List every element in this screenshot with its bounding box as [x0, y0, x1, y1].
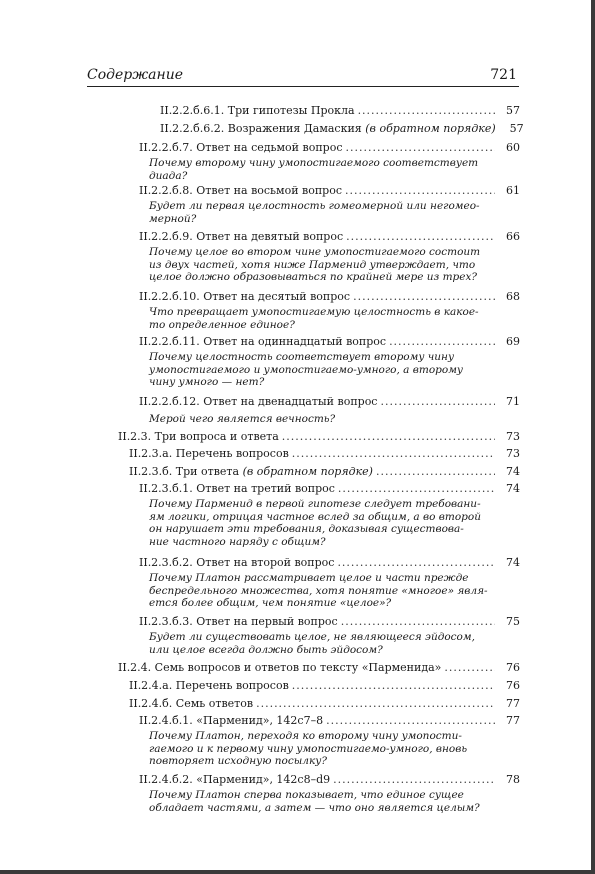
- dot-leader: [333, 772, 495, 787]
- toc-entry-label: II.2.2.б.9. Ответ на девятый вопрос: [139, 230, 344, 243]
- toc-entry-page: 57: [509, 122, 524, 135]
- toc-entry-page: 73: [506, 447, 520, 460]
- toc-entry-label: II.2.3. Три вопроса и ответа: [118, 430, 279, 443]
- toc-entry-page: 76: [506, 679, 520, 692]
- toc-entry-question: Будет ли первая целостность гомеомерной или негомео- мерной?: [149, 200, 480, 225]
- toc-entry-page: 68: [506, 290, 520, 303]
- dot-leader: [389, 334, 495, 349]
- toc-entry-page: 76: [506, 661, 520, 674]
- toc-entry-label: II.2.2.б.12. Ответ на двенадцатый вопрос: [139, 395, 378, 408]
- toc-entry: [0, 121, 524, 136]
- toc-entry-page: 78: [506, 773, 520, 786]
- toc-entry: [0, 334, 520, 389]
- toc-entry-page: 66: [506, 230, 520, 243]
- header-page-number: 721: [490, 67, 517, 83]
- toc-entry: [0, 183, 520, 225]
- dot-leader: [345, 183, 495, 198]
- dot-leader: [380, 394, 495, 409]
- toc-entry: [0, 289, 520, 331]
- toc-entry-question: Почему второму чину умопостигаемого соответствует диада?: [149, 157, 479, 182]
- dot-leader: [345, 140, 495, 155]
- toc-entry-page: 69: [506, 335, 520, 348]
- toc-entry-label: II.2.4. Семь вопросов и ответов по тексту «Парменида»: [118, 661, 442, 674]
- toc-entry: [0, 555, 520, 610]
- toc-entry-label: II.2.3.б.1. Ответ на третий вопрос: [139, 482, 335, 495]
- toc-entry-page: 75: [506, 615, 520, 628]
- dot-leader: [282, 429, 495, 444]
- toc-entry: [0, 660, 520, 675]
- toc-entry-question: Почему Платон, переходя ко второму чину умопости- гаемого и к первому чину умопостигаемо-умного, вновь повторяет исходную посылку?: [149, 730, 468, 767]
- toc-entry-page: 73: [506, 430, 520, 443]
- toc-entry: [0, 229, 520, 284]
- dot-leader: [346, 229, 495, 244]
- dot-leader: [292, 446, 495, 461]
- toc-entry-label: II.2.3.б. Три ответа: [129, 465, 240, 478]
- toc-entry-question: Почему целое во втором чине умопостигаемого состоит из двух частей, хотя ниже Парменид утверждает, что целое должно образовываться по крайней мере из трех?: [149, 246, 481, 283]
- toc-entry-page: 60: [506, 141, 520, 154]
- toc-entry-question: Что превращает умопостигаемую целостность в какое- то определенное единое?: [149, 306, 479, 331]
- toc-entry: [0, 464, 520, 479]
- toc-entry-page: 74: [506, 482, 520, 495]
- dot-leader: [338, 481, 495, 496]
- toc-entry-question: Почему Платон сперва показывает, что единое сущее обладает частями, а затем — что оно является целым?: [149, 789, 480, 814]
- toc-entry-label: II.2.4.б. Семь ответов: [129, 697, 254, 710]
- dot-leader: [292, 678, 495, 693]
- toc-entry-question: Почему Парменид в первой гипотезе следует требовани- ям логики, отрицая частное вслед за общим, а во второй он нарушает эти требования, доказывая существова- ние частного наряду с общим?: [149, 498, 481, 548]
- toc-entry-page: 71: [506, 395, 520, 408]
- toc-entry: [0, 481, 520, 548]
- toc-entry-label: II.2.2.б.6.1. Три гипотезы Прокла: [160, 104, 355, 117]
- toc-entry: [0, 446, 520, 461]
- toc-entry-label: II.2.3.б.2. Ответ на второй вопрос: [139, 556, 335, 569]
- dot-leader: [326, 713, 495, 728]
- dot-leader: [444, 660, 495, 675]
- toc-entry-label: II.2.2.б.6.2. Возражения Дамаския: [160, 122, 362, 135]
- toc-entry-label: II.2.2.б.8. Ответ на восьмой вопрос: [139, 184, 343, 197]
- toc-entry-page: 77: [506, 714, 520, 727]
- toc-entry-page: 57: [506, 104, 520, 117]
- toc-entry: [0, 678, 520, 693]
- running-header: [87, 66, 519, 87]
- toc-entry-question: Будет ли существовать целое, не являющееся эйдосом, или целое всегда должно быть эйдосом?: [149, 631, 475, 656]
- toc-entry: [0, 614, 520, 656]
- dot-leader: [256, 696, 495, 711]
- toc-entry-label: II.2.4.б.1. «Парменид», 142с7–8: [139, 714, 324, 727]
- toc-entry-label-note: (в обратном порядке): [365, 122, 496, 135]
- toc-entry-page: 77: [506, 697, 520, 710]
- dot-leader: [376, 464, 495, 479]
- toc-entry-label: II.2.3.б.3. Ответ на первый вопрос: [139, 615, 338, 628]
- header-title: Содержание: [87, 67, 184, 83]
- dot-leader: [341, 614, 495, 629]
- toc-entry-page: 61: [506, 184, 520, 197]
- toc-entry: [0, 772, 520, 814]
- toc-entry: [0, 713, 520, 768]
- toc-entry: [0, 140, 520, 182]
- toc-entry-question: Мерой чего является вечность?: [149, 413, 336, 425]
- toc-entry-page: 74: [506, 465, 520, 478]
- toc-entry: [0, 429, 520, 444]
- toc-entry: [0, 394, 520, 426]
- toc-entry-label-note: (в обратном порядке): [242, 465, 373, 478]
- toc-entry-question: Почему Платон рассматривает целое и части прежде беспредельного множества, хотя понятие «многое» явля- ется более общим, чем понятие «целое»?: [149, 572, 488, 609]
- toc-entry-page: 74: [506, 556, 520, 569]
- toc-entry-label: II.2.3.а. Перечень вопросов: [129, 447, 289, 460]
- toc-entry-label: II.2.2.б.11. Ответ на одиннадцатый вопрос: [139, 335, 387, 348]
- toc-entry: [0, 696, 520, 711]
- toc-entry-label: II.2.2.б.10. Ответ на десятый вопрос: [139, 290, 351, 303]
- toc-entry-label: II.2.4.б.2. «Парменид», 142с8–d9: [139, 773, 331, 786]
- dot-leader: [353, 289, 495, 304]
- toc-entry-question: Почему целостность соответствует второму чину умопостигаемого и умопостигаемо-умного, а второму чину умного — нет?: [149, 351, 463, 388]
- dot-leader: [337, 555, 495, 570]
- toc-entry-label: II.2.4.а. Перечень вопросов: [129, 679, 289, 692]
- toc-entry-label: II.2.2.б.7. Ответ на седьмой вопрос: [139, 141, 343, 154]
- dot-leader: [358, 103, 495, 118]
- toc-entry: [0, 103, 520, 118]
